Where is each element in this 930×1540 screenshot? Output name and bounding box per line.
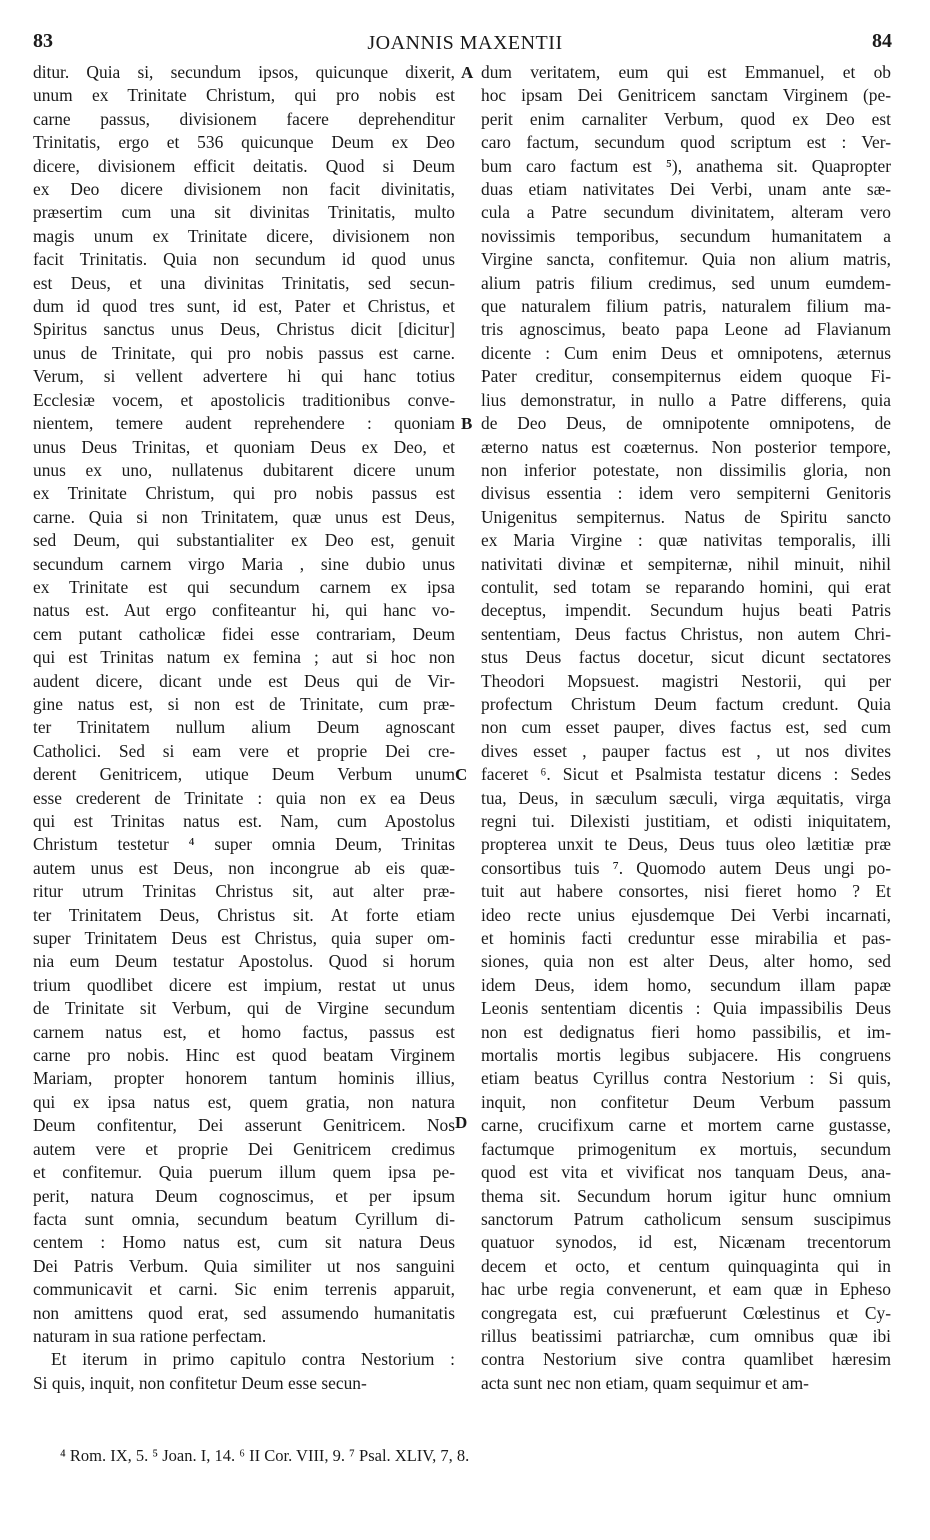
text-line: etiam beatus Cyrillus contra Nestorium : Si quis, — [481, 1068, 891, 1089]
text-line: mortalis mortis legibus subjacere. His congruens — [481, 1045, 891, 1066]
text-line: bum caro factum est ⁵), anathema sit. Quapropter — [481, 155, 891, 176]
text-line: siones, quia non est alter Deus, alter homo, sed — [481, 951, 891, 972]
text-line: ex Maria Virgine : quæ nativitas temporalis, illi — [481, 530, 891, 551]
text-line: secundum carnem virgo Maria , sine dubio unus — [33, 553, 455, 574]
text-line: et hominis facti creduntur esse mirabilia et pas- — [481, 928, 891, 949]
text-line: thema sit. Secundum horum igitur hunc omnium — [481, 1185, 891, 1206]
text-line: ter Trinitatem nullum alium Deum agnoscant — [33, 717, 455, 738]
text-line: unus Deus Trinitas, et quoniam Deus ex Deo, et — [33, 436, 455, 457]
text-line: inquit, non confitetur Deum Verbum passum — [481, 1091, 891, 1112]
text-line: Si quis, inquit, non confitetur Deum esse secun- — [33, 1372, 367, 1393]
text-line: perit, natura Deum cognoscimus, et per ipsum — [33, 1185, 455, 1206]
text-line: trium quodlibet dicere est impium, restat ut unus — [33, 974, 455, 995]
text-line: tuit aut habere consortes, nisi fieret homo ? Et — [481, 881, 891, 902]
text-line: faceret ⁶. Sicut et Psalmista testatur dicens : Sedes — [481, 764, 891, 785]
text-line: ex Deo dicere divisionem non facit divinitatis, — [33, 179, 455, 200]
text-line: ideo recte unius ejusdemque Dei Verbi incarnati, — [481, 904, 891, 925]
text-line: sanctorum Patrum catholicum sensum suscipimus — [481, 1208, 891, 1229]
text-line: non est dedignatus fieri homo passibilis, et im- — [481, 1021, 891, 1042]
text-line: naturam in sua ratione perfectam. — [33, 1325, 267, 1346]
text-line: consortibus tuis ⁷. Quomodo autem Deus ungi po- — [481, 857, 891, 878]
text-line: hac urbe regia convenerunt, et eam quæ in Epheso — [481, 1279, 891, 1300]
text-line: et confitemur. Quia puerum illum quem ipsa pe- — [33, 1162, 455, 1183]
text-line: natus est. Aut ergo confiteantur hi, qui hanc vo- — [33, 600, 455, 621]
margin-marker-b: B — [461, 414, 473, 433]
text-line: Et iterum in primo capitulo contra Nestorium : — [51, 1349, 455, 1370]
text-line: decem et octo, et centum quinquaginta qui in — [481, 1255, 891, 1276]
text-line: unus de Trinitate, qui pro nobis passus est carne. — [33, 342, 455, 363]
text-line: unum ex Trinitate Christum, qui pro nobis est — [33, 85, 455, 106]
text-line: congregata est, cui præfuerunt Cœlestinus et Cy- — [481, 1302, 891, 1323]
text-line: ditur. Quia si, secundum ipsos, quicunque dixerit, — [33, 62, 455, 82]
text-line: sed Deum, qui substantialiter ex Deo est, genuit — [33, 530, 455, 551]
text-line: carne. Quia si non Trinitatem, quæ unus est Deus, — [33, 506, 455, 527]
text-line: lius demonstratur, in nullo a Patre differens, quia — [481, 389, 891, 410]
text-line: esse crederent de Trinitate : quia non ex ea Deus — [33, 787, 455, 808]
text-line: quod est vita et vivificat nos tanquam Deus, ana- — [481, 1162, 891, 1183]
text-line: idem Deus, idem homo, secundum illam papæ — [481, 974, 891, 995]
text-line: duas etiam nativitates Dei Verbi, unam ante sæ- — [481, 179, 891, 200]
text-line: nia eum Deum testatur Apostolus. Quod si horum — [33, 951, 455, 972]
text-line: qui est Trinitas natus est. Nam, cum Apostolus — [33, 811, 455, 831]
text-line: dicente : Cum enim Deus et omnipotens, æternus — [481, 342, 891, 363]
text-line: perit enim carnaliter Verbum, quod ex Deo est — [481, 108, 891, 129]
text-line: Spiritus sanctus unus Deus, Christus dicit [dicitur] — [33, 319, 455, 340]
text-line: quatuor synodos, id est, Nicænam trecentorum — [481, 1232, 891, 1253]
text-line: magis unum ex Trinitate dicere, divisionem non — [33, 225, 455, 246]
text-line: Christum testetur ⁴ super omnia Deum, Trinitas — [33, 834, 455, 855]
text-line: deceptus, impendit. Secundum hujus beati Patris — [481, 600, 891, 621]
text-line: derent Genitricem, utique Deum Verbum unum — [33, 764, 455, 785]
text-line: qui est Trinitas natum ex femina ; aut si hoc non — [33, 647, 455, 668]
text-line: Verum, si vellent advertere hi qui hanc totius — [33, 366, 455, 387]
text-line: gine natus est, si non est de Trinitate, cum præ- — [33, 693, 455, 714]
text-line: factumque primogenitum ex mortuis, secundum — [481, 1138, 891, 1159]
text-line: stus Deus factus docetur, sicut dicunt sectatores — [481, 647, 891, 668]
text-line: non cum esset pauper, dives factus est, sed cum — [481, 717, 891, 738]
text-line: facta sunt omnia, secundum beatum Cyrillum di- — [33, 1208, 455, 1229]
text-line: nientem, temere audent reprehendere : quoniam — [33, 413, 455, 434]
text-line: ter Trinitatem Deus, Christus sit. At forte etiam — [33, 904, 455, 925]
text-line: Leonis sententiam dicentis : Quia impassibilis Deus — [481, 998, 891, 1019]
margin-marker-a: A — [461, 63, 474, 82]
running-title: JOANNIS MAXENTII — [367, 32, 563, 54]
text-line: Ecclesiæ vocem, et apostolicis traditionibus conve- — [33, 389, 455, 410]
left-text-column — [33, 61, 455, 1395]
text-line: ex Trinitate Christum, qui pro nobis passus est — [33, 483, 455, 504]
margin-marker-c: C — [455, 765, 468, 784]
text-line: que naturalem filium patris, naturalem filium ma- — [481, 296, 891, 317]
text-line: non amittens quod erat, sed assumendo humanitatis — [33, 1302, 455, 1323]
text-line: dicere, divisionem efficit deitatis. Quod si Deum — [33, 155, 455, 176]
text-line: alium patris filium credimus, sed unum eumdem- — [481, 272, 891, 293]
text-line: tris agnoscimus, beato papa Leone ad Flavianum — [481, 319, 891, 340]
text-line: novissimis temporibus, secundum humanitatem a — [481, 225, 891, 246]
text-line: caro factum, secundum quod scriptum est : Ver- — [481, 132, 891, 153]
text-line: profectum Christum Deum factum credunt. Quia — [481, 693, 891, 714]
text-line: autem unus est Deus, non incongrue ab eis quæ- — [33, 857, 455, 878]
text-line: de Deo Deus, de omnipotente omnipotens, de — [481, 413, 891, 434]
text-line: non inferior potestate, non dissimilis gloria, non — [481, 459, 891, 480]
text-line: centem : Homo natus est, cum sit natura Deus — [33, 1232, 455, 1253]
text-line: autem vere et proprie Dei Genitricem credimus — [33, 1138, 455, 1159]
text-line: divisus essentia : idem vero sempiterni Genitoris — [481, 483, 891, 504]
text-line: Theodori Mopsuest. magistri Nestorii, qui per — [481, 670, 891, 691]
text-line: acta sunt nec non etiam, quam sequimur et am- — [481, 1372, 809, 1393]
text-line: dives esset , pauper factus est , ut nos divites — [481, 740, 891, 761]
text-line: communicavit et carni. Sic enim terrenis apparuit, — [33, 1279, 455, 1300]
text-line: carnem natus est, et homo factus, passus est — [33, 1021, 455, 1042]
text-line: Pater creditur, consempiternus eidem quoque Fi- — [481, 366, 891, 387]
text-line: carne, crucifixum carne et mortem carne gustasse, — [481, 1115, 891, 1136]
text-line: contulit, sed totam se reparando homini, qui erat — [481, 576, 891, 597]
text-line: dum veritatem, eum qui est Emmanuel, et ob — [481, 62, 891, 82]
page-header — [0, 30, 930, 54]
text-line: facit Trinitatis. Quia non secundum id quod unus — [33, 249, 455, 270]
left-page-number: 83 — [33, 30, 53, 52]
text-line: rillus beatissimi patriarchæ, cum omnibus quæ ibi — [481, 1325, 891, 1346]
text-line: Dei Patris Verbum. Quia similiter ut nos sanguini — [33, 1255, 455, 1276]
text-line: de Trinitate sit Verbum, qui de Virgine secundum — [33, 998, 455, 1019]
text-line: propterea unxit te Deus, Deus tuus oleo lætitiæ præ — [481, 834, 891, 855]
text-line: Mariam, propter honorem tantum hominis illius, — [33, 1068, 455, 1089]
text-line: unus ex uno, nullatenus dubitarent dicere unum — [33, 459, 455, 480]
text-line: cem putant catholicæ fidei esse contrariam, Deum — [33, 623, 455, 644]
text-line: qui ex ipsa natus est, quem gratia, non natura — [33, 1091, 455, 1112]
text-line: super Trinitatem Deus est Christus, quia super om- — [33, 928, 455, 949]
text-line: Virgine sancta, confitemur. Quia non alium matris, — [481, 249, 891, 270]
text-line: cula a Patre secundum divinitatem, alteram vero — [481, 202, 891, 223]
right-text-column — [481, 61, 891, 1395]
text-line: nativitati divinæ et sempiternæ, nihil minuit, nihil — [481, 553, 891, 574]
text-line: Trinitatis, ergo et 536 quicunque Deum ex Deo — [33, 132, 455, 153]
text-line: ex Trinitate est qui secundum carnem ex ipsa — [33, 576, 455, 597]
text-line: præsertim cum una sit divinitas Trinitatis, multo — [33, 202, 455, 223]
text-line: tua, Deus, in sæculum sæculi, virga æquitatis, virga — [481, 787, 891, 808]
text-line: carne passus, divisionem facere deprehenditur — [33, 108, 455, 129]
margin-marker-d: D — [455, 1113, 468, 1132]
text-line: hoc ipsam Dei Genitricem sanctam Virginem (pe- — [481, 85, 891, 106]
text-line: ritur utrum Trinitas Christus sit, aut alter præ- — [33, 881, 455, 902]
footnotes: ⁴ Rom. IX, 5. ⁵ Joan. I, 14. ⁶ II Cor. VIII, 9. ⁷ Psal. XLIV, 7, 8. — [60, 1446, 470, 1465]
text-line: carne pro nobis. Hinc est quod beatam Virginem — [33, 1045, 455, 1066]
text-line: Deum confitentur, Dei asserunt Genitricem. Nos — [33, 1115, 455, 1136]
text-line: regni tui. Dilexisti justitiam, et odisti iniquitatem, — [481, 811, 891, 831]
text-line: audent dicere, dicant unde est Deus qui de Vir- — [33, 670, 455, 691]
right-page-number: 84 — [872, 30, 892, 52]
text-line: Unigenitus sempiternus. Natus de Spiritu sancto — [481, 506, 891, 527]
text-line: est Deus, et una divinitas Trinitatis, sed secun- — [33, 272, 455, 293]
text-line: Catholici. Sed si eam vere et proprie Dei cre- — [33, 740, 455, 761]
text-line: contra Nestorium sive contra quamlibet hæresim — [481, 1349, 891, 1370]
text-line: dum id quod tres sunt, id est, Pater et Christus, et — [33, 296, 455, 317]
text-line: sententiam, Deus factus Christus, non autem Chri- — [481, 623, 891, 644]
text-line: æterno natus est coæternus. Non posterior tempore, — [481, 436, 891, 457]
